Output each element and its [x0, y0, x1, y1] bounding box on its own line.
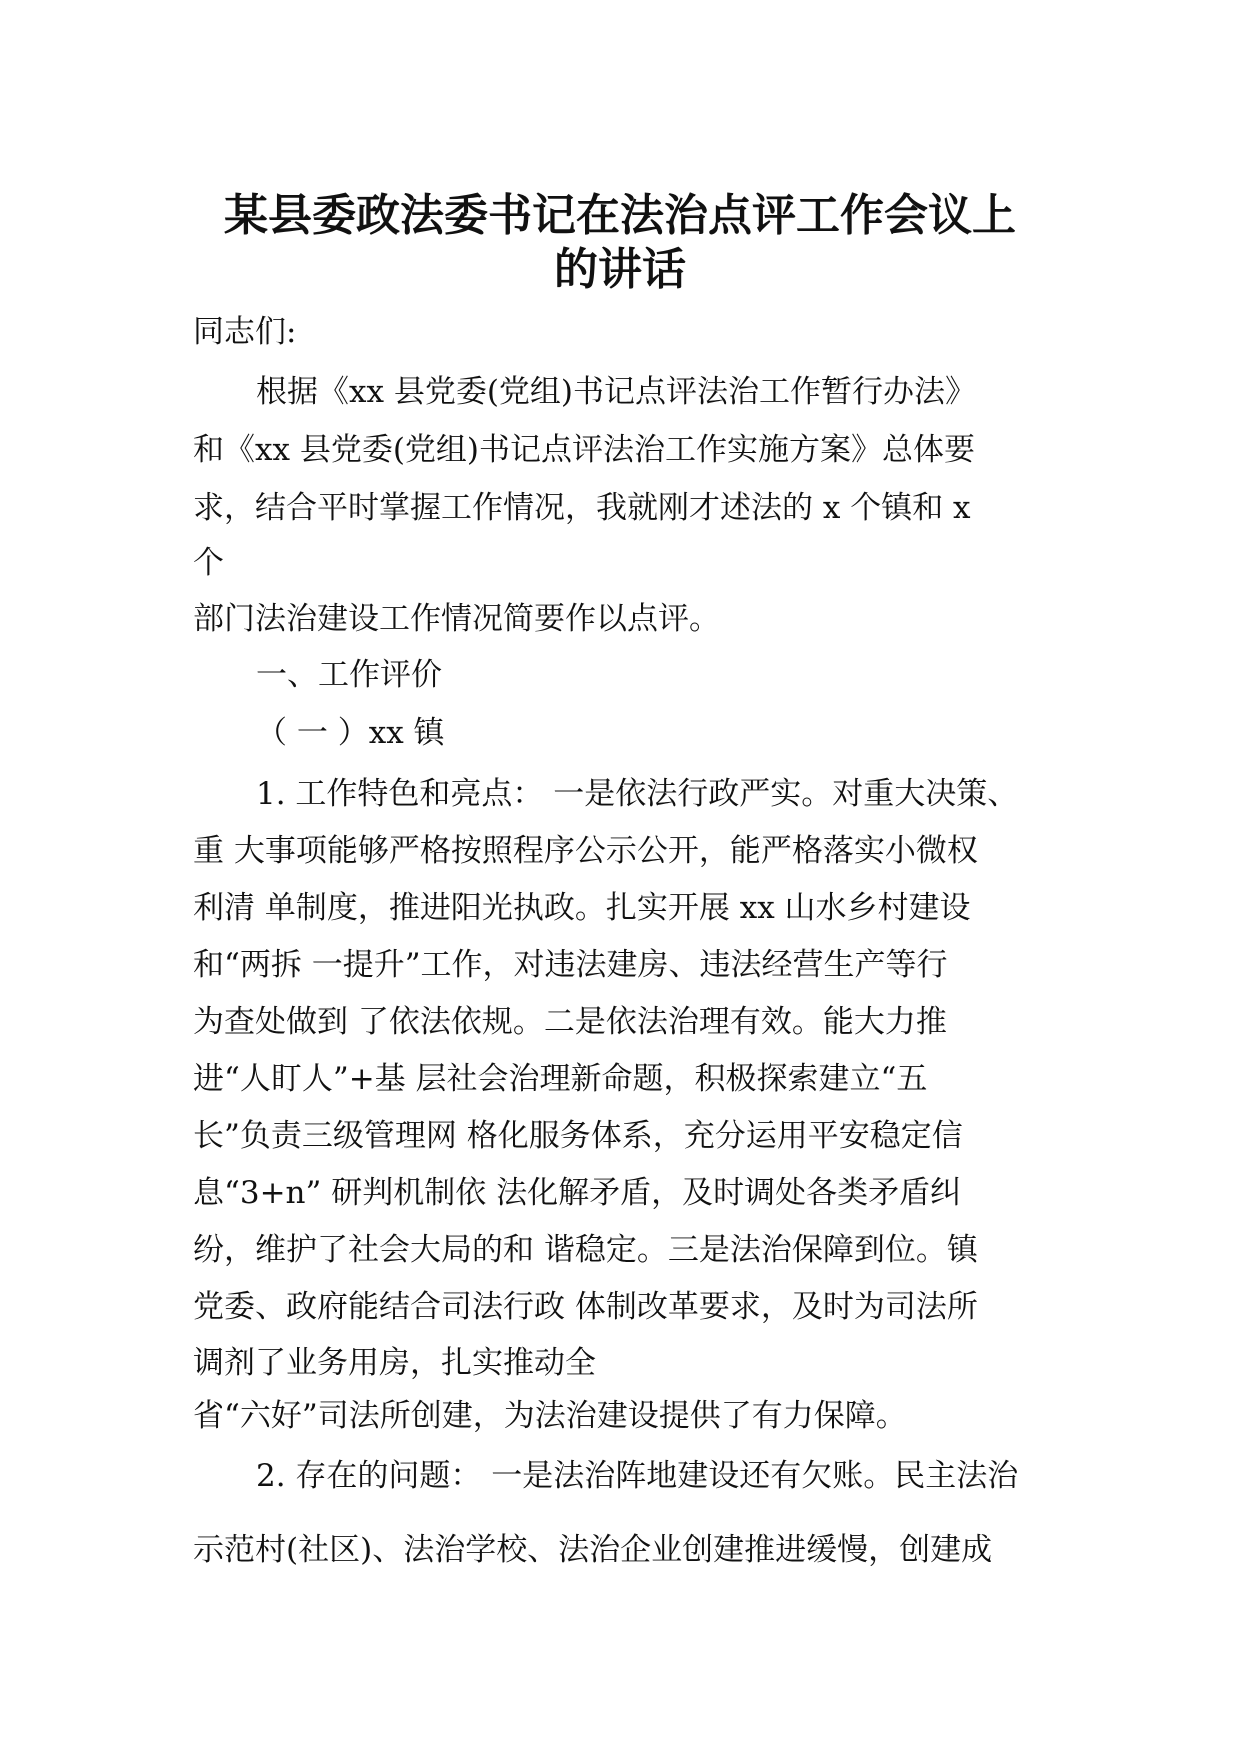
body-line-13: 进“人盯人”+基 层社会治理新命题，积极探索建立“五 — [193, 1061, 928, 1097]
body-line-21: 示范村(社区)、法治学校、法治企业创建推进缓慢，创建成 — [193, 1532, 993, 1568]
body-line-1: 根据《xx 县党委(党组)书记点评法治工作暂行办法》 — [256, 374, 977, 410]
body-line-14: 长”负责三级管理网 格化服务体系，充分运用平安稳定信 — [193, 1118, 963, 1154]
document-title-line-2: 的讲话 — [554, 244, 686, 295]
body-line-15: 息“3+n” 研判机制依 法化解矛盾，及时调处各类矛盾纠 — [193, 1175, 962, 1211]
body-line-17: 党委、政府能结合司法行政 体制改革要求，及时为司法所 — [193, 1289, 978, 1325]
body-line-4: 个 — [193, 545, 224, 581]
body-line-3: 求，结合平时掌握工作情况，我就刚才述法的 x 个镇和 x — [193, 490, 971, 526]
body-line-18: 调剂了业务用房，扎实推动全 — [193, 1345, 596, 1381]
body-line-2: 和《xx 县党委(党组)书记点评法治工作实施方案》总体要 — [193, 432, 976, 468]
body-line-12: 为查处做到 了依法依规。二是依法治理有效。能大力推 — [193, 1004, 947, 1040]
body-line-10: 利清 单制度，推进阳光执政。扎实开展 xx 山水乡村建设 — [193, 890, 971, 926]
document-title-line-1: 某县委政法委书记在法治点评工作会议上 — [224, 190, 1016, 241]
section-heading: 一、工作评价 — [256, 657, 442, 693]
subsection-heading: （ 一 ）xx 镇 — [256, 715, 445, 751]
body-line-5: 部门法治建设工作情况简要作以点评。 — [193, 601, 720, 637]
body-line-9: 重 大事项能够严格按照程序公示公开，能严格落实小微权 — [193, 833, 978, 869]
salutation: 同志们: — [193, 314, 297, 350]
body-line-19: 省“六好”司法所创建，为法治建设提供了有力保障。 — [193, 1398, 907, 1434]
body-line-11: 和“两拆 一提升”工作，对违法建房、违法经营生产等行 — [193, 947, 948, 983]
body-line-8: 1. 工作特色和亮点： 一是依法行政严实。对重大决策、 — [256, 776, 1019, 812]
body-line-16: 纷，维护了社会大局的和 谐稳定。三是法治保障到位。镇 — [193, 1232, 978, 1268]
body-line-20: 2. 存在的问题： 一是法治阵地建设还有欠账。民主法治 — [256, 1458, 1019, 1494]
